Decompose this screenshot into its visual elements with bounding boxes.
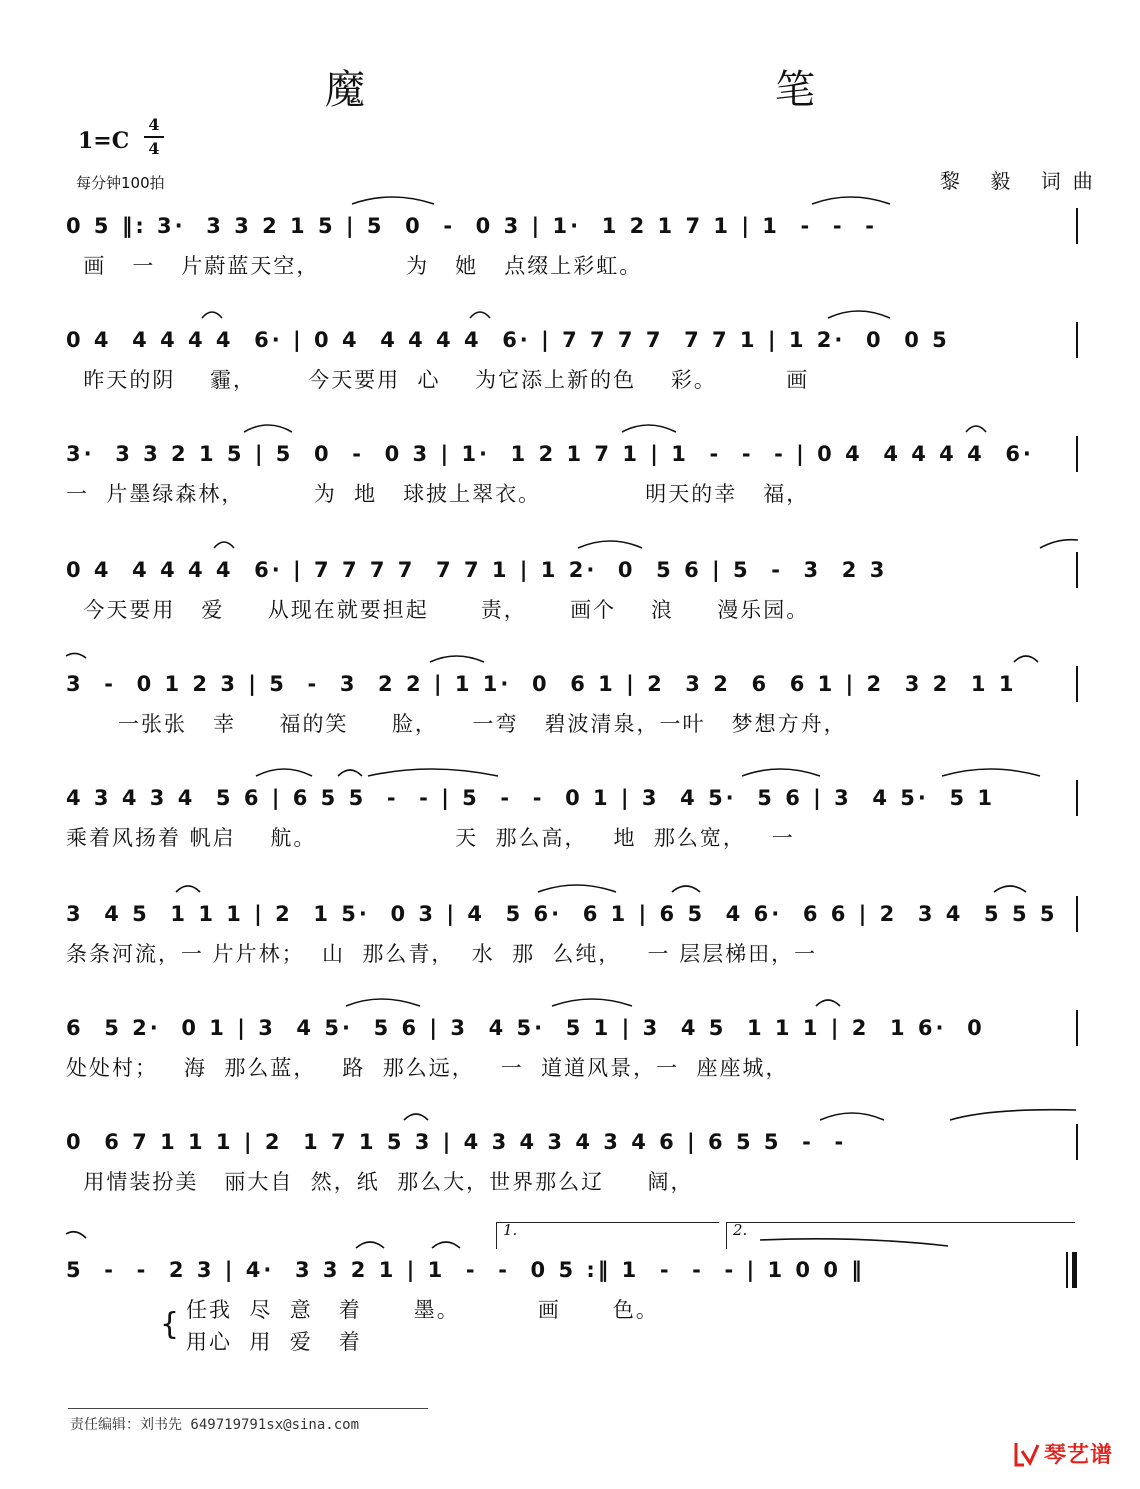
end-barline xyxy=(1076,322,1078,358)
slur-mark xyxy=(404,1114,428,1120)
lyrics-row: 乘着风扬着 帆启 航。 天 那么高， 地 那么宽， 一 xyxy=(66,826,795,850)
site-logo xyxy=(1012,1438,1113,1469)
end-barline xyxy=(1076,1010,1078,1046)
slur-mark xyxy=(176,886,200,892)
slur-mark xyxy=(742,769,820,776)
slur-mark xyxy=(202,312,222,318)
slur-mark xyxy=(66,1232,86,1238)
slur-mark xyxy=(430,656,484,662)
slur-mark xyxy=(432,1242,460,1248)
time-signature-bottom: 4 xyxy=(144,136,164,160)
end-barline xyxy=(1076,1124,1078,1160)
end-barline xyxy=(1076,896,1078,932)
notes-row: 5 - - 2 3 | 4· 3 3 2 1 | 1 - - 0 5 :‖ 1 - - - | 1 0 0 ‖ xyxy=(66,1258,865,1282)
slur-mark xyxy=(346,999,420,1006)
end-barline xyxy=(1076,208,1078,244)
slur-mark xyxy=(816,1000,840,1006)
slur-mark xyxy=(352,197,434,204)
notes-row: 0 4 4 4 4 4 6· | 0 4 4 4 4 4 6· | 7 7 7 7 7 7 1 | 1 2· 0 0 5 xyxy=(66,328,950,352)
end-barline xyxy=(1076,780,1078,816)
lyrics-row: 一张张 幸 福的笑 脸， 一弯 碧波清泉，一叶 梦想方舟， xyxy=(66,712,847,736)
notes-row: 4 3 4 3 4 5 6 | 6 5 5 - - | 5 - - 0 1 | 3 4 5· 5 6 | 3 4 5· 5 1 xyxy=(66,786,996,810)
logo-text: 琴艺谱 xyxy=(1044,1443,1114,1468)
end-barline xyxy=(1076,436,1078,472)
key-signature: 1=C xyxy=(78,128,130,154)
slur-mark xyxy=(538,885,616,892)
verse-brace: { xyxy=(160,1307,180,1342)
slur-mark xyxy=(672,886,700,892)
slur-mark xyxy=(828,311,890,318)
slur-mark xyxy=(820,1113,884,1120)
slur-mark xyxy=(578,541,642,548)
page-title: 魔 笔 xyxy=(325,67,925,113)
lyrics-row: 画 一 片蔚蓝天空， 为 她 点缀上彩虹。 xyxy=(66,254,643,278)
slur-mark xyxy=(942,769,1040,776)
notes-row: 6 5 2· 0 1 | 3 4 5· 5 6 | 3 4 5· 5 1 | 3 4 5 1 1 1 | 2 1 6· 0 xyxy=(66,1016,985,1040)
lyrics-row: 今天要用 爱 从现在就要担起 责， 画个 浪 漫乐园。 xyxy=(66,598,810,622)
notes-row: 3· 3 3 2 1 5 | 5 0 - 0 3 | 1· 1 2 1 7 1 | 1 - - - | 0 4 4 4 4 4 6· xyxy=(66,442,1034,466)
end-barline xyxy=(1076,552,1078,588)
second-ending-label: 2. xyxy=(733,1221,748,1239)
slur-mark xyxy=(256,769,312,776)
slur-mark xyxy=(338,770,362,776)
notes-row: 0 4 4 4 4 4 6· | 7 7 7 7 7 7 1 | 1 2· 0 5 6 | 5 - 3 2 3 xyxy=(66,558,888,582)
second-ending-bracket xyxy=(726,1222,1075,1249)
notes-row: 3 4 5 1 1 1 | 2 1 5· 0 3 | 4 5 6· 6 1 | 6 5 4 6· 6 6 | 2 3 4 5 5 5 xyxy=(66,902,1058,926)
final-lyrics-verse-1: 任我 尽 意 着 墨。 画 色。 xyxy=(186,1298,659,1322)
slur-mark xyxy=(1040,540,1078,548)
slur-mark xyxy=(622,425,676,432)
end-barline xyxy=(1076,666,1078,702)
slur-mark xyxy=(356,1242,384,1248)
composer-credit: 黎 毅 词曲 xyxy=(940,169,1105,193)
final-lyrics-verse-2: 用心 用 爱 着 xyxy=(186,1330,362,1354)
slur-mark xyxy=(1014,656,1038,662)
slur-mark xyxy=(966,426,986,432)
first-ending-bracket xyxy=(496,1222,719,1249)
slur-mark xyxy=(66,653,86,658)
time-signature-top: 4 xyxy=(148,115,160,134)
footer-credit: 责任编辑：刘书先 649719791sx@sina.com xyxy=(70,1417,360,1433)
first-ending-label: 1. xyxy=(503,1221,518,1239)
tempo-marking: 每分钟100拍 xyxy=(76,174,165,192)
slur-mark xyxy=(994,886,1026,892)
logo-icon xyxy=(1012,1439,1040,1469)
slur-mark xyxy=(470,312,490,318)
notes-row: 0 6 7 1 1 1 | 2 1 7 1 5 3 | 4 3 4 3 4 3 4 6 | 6 5 5 - - xyxy=(66,1130,847,1154)
lyrics-row: 用情装扮美 丽大自 然，纸 那么大，世界那么辽 阔， xyxy=(66,1170,694,1194)
slur-mark xyxy=(214,542,234,548)
lyrics-row: 处处村； 海 那么蓝， 路 那么远， 一 道道风景，一 座座城， xyxy=(66,1056,789,1080)
lyrics-row: 一 片墨绿森林， 为 地 球披上翠衣。 明天的幸 福， xyxy=(66,482,810,506)
notes-row: 3 - 0 1 2 3 | 5 - 3 2 2 | 1 1· 0 6 1 | 2 3 2 6 6 1 | 2 3 2 1 1 xyxy=(66,672,1017,696)
slur-mark xyxy=(950,1110,1076,1120)
slur-mark xyxy=(552,999,632,1006)
slur-mark xyxy=(812,197,890,204)
notes-row: 0 5 ‖: 3· 3 3 2 1 5 | 5 0 - 0 3 | 1· 1 2 1 7 1 | 1 - - - xyxy=(66,214,877,238)
lyrics-row: 昨天的阴 霾， 今天要用 心 为它添上新的色 彩。 画 xyxy=(66,368,810,392)
time-signature xyxy=(144,114,164,160)
slur-mark xyxy=(368,769,498,776)
slur-mark xyxy=(244,425,292,432)
lyrics-row: 条条河流，一 片片林； 山 那么青， 水 那 么纯， 一 层层梯田，一 xyxy=(66,942,818,966)
footer-rule xyxy=(68,1408,428,1409)
